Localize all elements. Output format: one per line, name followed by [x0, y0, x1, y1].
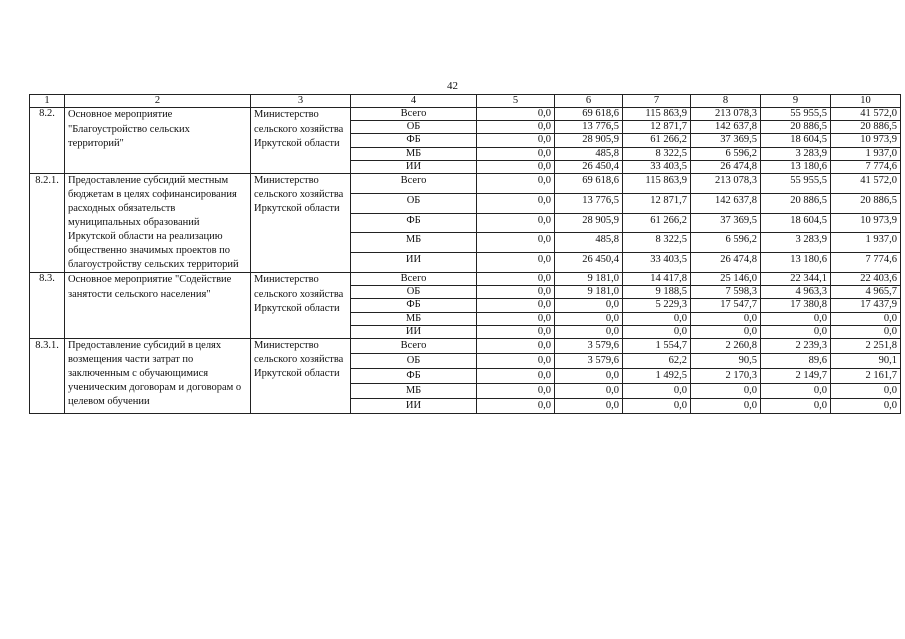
amount-cell: 10 973,9	[831, 134, 901, 147]
amount-cell: 6 596,2	[691, 233, 761, 253]
amount-cell: 0,0	[477, 253, 555, 273]
page-number: 42	[447, 80, 458, 92]
item-executor: Министерство сельского хозяйства Иркутской области	[251, 174, 351, 273]
amount-cell: 0,0	[477, 354, 555, 369]
amount-cell: 0,0	[831, 325, 901, 338]
amount-cell: 142 637,8	[691, 193, 761, 213]
amount-cell: 12 871,7	[623, 193, 691, 213]
amount-cell: 4 963,3	[761, 286, 831, 299]
amount-cell: 26 450,4	[555, 160, 623, 173]
amount-cell: 17 547,7	[691, 299, 761, 312]
item-name: Предоставление субсидий местным бюджетам в целях софинансирования расходных обязательств муниципальных образований Иркутской области на реализацию общественно значимых проектов по благоустройству сельских территорий	[65, 174, 251, 273]
funding-source: Всего	[351, 273, 477, 286]
amount-cell: 55 955,5	[761, 108, 831, 121]
amount-cell: 0,0	[477, 273, 555, 286]
amount-cell: 37 369,5	[691, 213, 761, 233]
amount-cell: 115 863,9	[623, 108, 691, 121]
amount-cell: 90,1	[831, 354, 901, 369]
funding-source: МБ	[351, 233, 477, 253]
funding-source: ФБ	[351, 134, 477, 147]
amount-cell: 0,0	[761, 325, 831, 338]
table-row	[30, 108, 901, 121]
table-row	[30, 174, 901, 194]
amount-cell: 0,0	[477, 369, 555, 384]
amount-cell: 4 965,7	[831, 286, 901, 299]
item-executor: Министерство сельского хозяйства Иркутской области	[251, 339, 351, 414]
item-executor: Министерство сельского хозяйства Иркутской области	[251, 108, 351, 174]
funding-source: ИИ	[351, 253, 477, 273]
amount-cell: 2 170,3	[691, 369, 761, 384]
item-number: 8.3.1.	[30, 339, 65, 414]
funding-source: ОБ	[351, 193, 477, 213]
amount-cell: 20 886,5	[761, 121, 831, 134]
amount-cell: 0,0	[477, 174, 555, 194]
amount-cell: 0,0	[623, 325, 691, 338]
amount-cell: 0,0	[691, 312, 761, 325]
amount-cell: 7 598,3	[691, 286, 761, 299]
amount-cell: 28 905,9	[555, 134, 623, 147]
column-header: 3	[251, 95, 351, 108]
item-name: Предоставление субсидий в целях возмещения части затрат по заключенным с обучающимися ученическим договорам и договорам о целевом обучении	[65, 339, 251, 414]
column-header: 1	[30, 95, 65, 108]
amount-cell: 213 078,3	[691, 174, 761, 194]
amount-cell: 20 886,5	[831, 121, 901, 134]
amount-cell: 90,5	[691, 354, 761, 369]
amount-cell: 0,0	[477, 399, 555, 414]
amount-cell: 0,0	[477, 339, 555, 354]
column-header: 8	[691, 95, 761, 108]
amount-cell: 0,0	[761, 312, 831, 325]
amount-cell: 213 078,3	[691, 108, 761, 121]
amount-cell: 1 937,0	[831, 233, 901, 253]
amount-cell: 0,0	[477, 325, 555, 338]
amount-cell: 2 260,8	[691, 339, 761, 354]
amount-cell: 61 266,2	[623, 134, 691, 147]
amount-cell: 0,0	[691, 399, 761, 414]
amount-cell: 0,0	[831, 312, 901, 325]
amount-cell: 0,0	[555, 369, 623, 384]
amount-cell: 3 283,9	[761, 147, 831, 160]
column-number-row	[30, 95, 901, 108]
funding-source: Всего	[351, 108, 477, 121]
column-header: 2	[65, 95, 251, 108]
amount-cell: 0,0	[623, 399, 691, 414]
amount-cell: 33 403,5	[623, 253, 691, 273]
amount-cell: 0,0	[555, 325, 623, 338]
amount-cell: 9 188,5	[623, 286, 691, 299]
amount-cell: 0,0	[477, 233, 555, 253]
amount-cell: 9 181,0	[555, 286, 623, 299]
amount-cell: 25 146,0	[691, 273, 761, 286]
amount-cell: 0,0	[831, 384, 901, 399]
column-header: 9	[761, 95, 831, 108]
amount-cell: 13 180,6	[761, 160, 831, 173]
column-header: 7	[623, 95, 691, 108]
funding-source: ФБ	[351, 213, 477, 233]
amount-cell: 0,0	[477, 160, 555, 173]
amount-cell: 12 871,7	[623, 121, 691, 134]
amount-cell: 7 774,6	[831, 253, 901, 273]
amount-cell: 2 251,8	[831, 339, 901, 354]
amount-cell: 1 937,0	[831, 147, 901, 160]
amount-cell: 17 437,9	[831, 299, 901, 312]
amount-cell: 0,0	[555, 312, 623, 325]
amount-cell: 0,0	[477, 193, 555, 213]
funding-source: МБ	[351, 147, 477, 160]
amount-cell: 0,0	[477, 286, 555, 299]
amount-cell: 20 886,5	[831, 193, 901, 213]
amount-cell: 1 492,5	[623, 369, 691, 384]
amount-cell: 7 774,6	[831, 160, 901, 173]
amount-cell: 3 283,9	[761, 233, 831, 253]
funding-source: МБ	[351, 384, 477, 399]
amount-cell: 18 604,5	[761, 134, 831, 147]
amount-cell: 41 572,0	[831, 108, 901, 121]
amount-cell: 0,0	[477, 147, 555, 160]
amount-cell: 8 322,5	[623, 147, 691, 160]
amount-cell: 0,0	[761, 384, 831, 399]
amount-cell: 1 554,7	[623, 339, 691, 354]
amount-cell: 485,8	[555, 233, 623, 253]
column-header: 10	[831, 95, 901, 108]
column-header: 4	[351, 95, 477, 108]
amount-cell: 0,0	[691, 384, 761, 399]
amount-cell: 3 579,6	[555, 354, 623, 369]
funding-source: ИИ	[351, 399, 477, 414]
amount-cell: 69 618,6	[555, 108, 623, 121]
amount-cell: 41 572,0	[831, 174, 901, 194]
item-name: Основное мероприятие "Благоустройство сельских территорий"	[65, 108, 251, 174]
funding-source: ФБ	[351, 299, 477, 312]
amount-cell: 0,0	[761, 399, 831, 414]
table-row	[30, 339, 901, 354]
amount-cell: 18 604,5	[761, 213, 831, 233]
amount-cell: 62,2	[623, 354, 691, 369]
amount-cell: 26 474,8	[691, 160, 761, 173]
amount-cell: 26 450,4	[555, 253, 623, 273]
funding-source: МБ	[351, 312, 477, 325]
budget-table	[29, 94, 901, 414]
amount-cell: 0,0	[477, 134, 555, 147]
item-number: 8.2.1.	[30, 174, 65, 273]
funding-source: Всего	[351, 174, 477, 194]
amount-cell: 0,0	[477, 384, 555, 399]
amount-cell: 0,0	[477, 108, 555, 121]
amount-cell: 8 322,5	[623, 233, 691, 253]
amount-cell: 2 239,3	[761, 339, 831, 354]
amount-cell: 0,0	[555, 299, 623, 312]
item-name: Основное мероприятие "Содействие занятости сельского населения"	[65, 273, 251, 339]
funding-source: Всего	[351, 339, 477, 354]
funding-source: ОБ	[351, 354, 477, 369]
amount-cell: 2 161,7	[831, 369, 901, 384]
amount-cell: 33 403,5	[623, 160, 691, 173]
amount-cell: 2 149,7	[761, 369, 831, 384]
amount-cell: 22 403,6	[831, 273, 901, 286]
column-header: 6	[555, 95, 623, 108]
table-row	[30, 273, 901, 286]
amount-cell: 115 863,9	[623, 174, 691, 194]
amount-cell: 13 776,5	[555, 121, 623, 134]
amount-cell: 69 618,6	[555, 174, 623, 194]
amount-cell: 13 180,6	[761, 253, 831, 273]
amount-cell: 0,0	[477, 121, 555, 134]
amount-cell: 9 181,0	[555, 273, 623, 286]
amount-cell: 5 229,3	[623, 299, 691, 312]
amount-cell: 28 905,9	[555, 213, 623, 233]
amount-cell: 0,0	[623, 384, 691, 399]
funding-source: ФБ	[351, 369, 477, 384]
amount-cell: 20 886,5	[761, 193, 831, 213]
amount-cell: 17 380,8	[761, 299, 831, 312]
amount-cell: 89,6	[761, 354, 831, 369]
amount-cell: 26 474,8	[691, 253, 761, 273]
table-body	[30, 95, 901, 414]
amount-cell: 0,0	[691, 325, 761, 338]
amount-cell: 0,0	[477, 312, 555, 325]
amount-cell: 0,0	[831, 399, 901, 414]
amount-cell: 61 266,2	[623, 213, 691, 233]
amount-cell: 0,0	[555, 399, 623, 414]
amount-cell: 37 369,5	[691, 134, 761, 147]
column-header: 5	[477, 95, 555, 108]
amount-cell: 485,8	[555, 147, 623, 160]
funding-source: ОБ	[351, 121, 477, 134]
amount-cell: 6 596,2	[691, 147, 761, 160]
amount-cell: 22 344,1	[761, 273, 831, 286]
funding-source: ИИ	[351, 160, 477, 173]
amount-cell: 14 417,8	[623, 273, 691, 286]
amount-cell: 10 973,9	[831, 213, 901, 233]
amount-cell: 13 776,5	[555, 193, 623, 213]
item-executor: Министерство сельского хозяйства Иркутской области	[251, 273, 351, 339]
amount-cell: 0,0	[555, 384, 623, 399]
item-number: 8.2.	[30, 108, 65, 174]
amount-cell: 0,0	[477, 213, 555, 233]
amount-cell: 0,0	[623, 312, 691, 325]
amount-cell: 3 579,6	[555, 339, 623, 354]
funding-source: ИИ	[351, 325, 477, 338]
amount-cell: 55 955,5	[761, 174, 831, 194]
funding-source: ОБ	[351, 286, 477, 299]
item-number: 8.3.	[30, 273, 65, 339]
amount-cell: 142 637,8	[691, 121, 761, 134]
amount-cell: 0,0	[477, 299, 555, 312]
